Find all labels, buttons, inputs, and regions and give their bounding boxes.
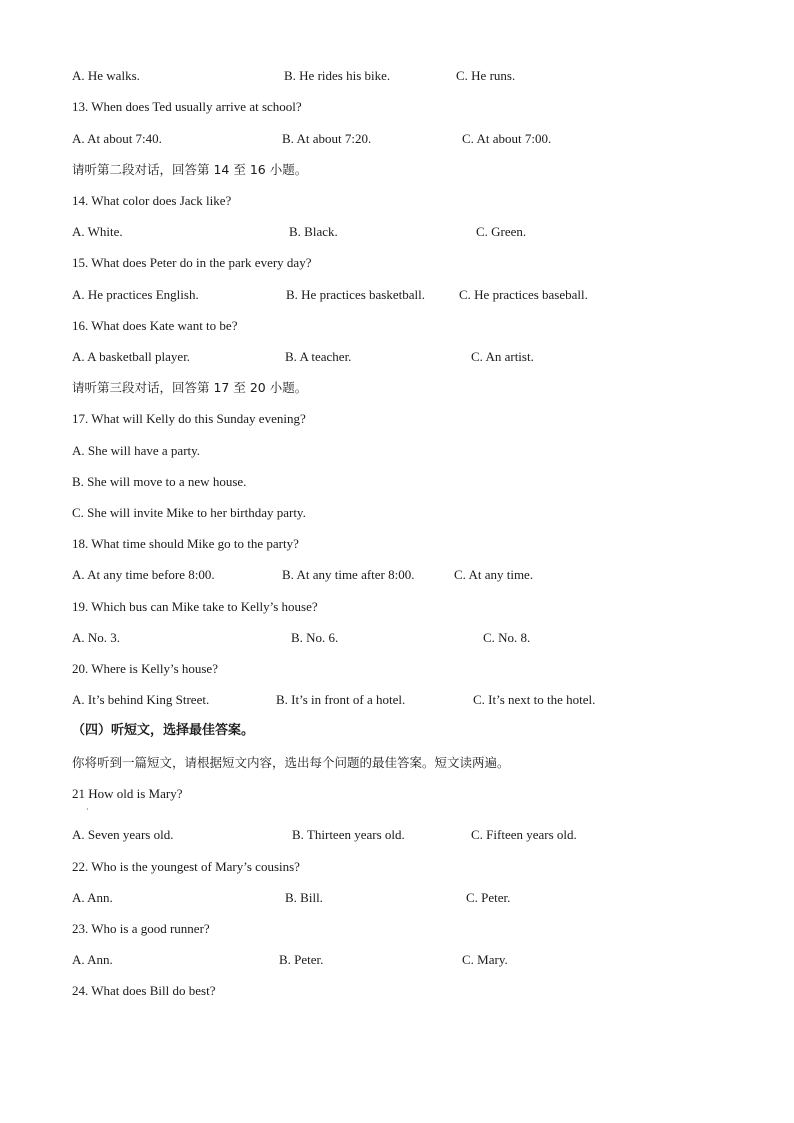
q15-option-c: C. He practices baseball. [459, 287, 588, 302]
q17-option-c: C. She will invite Mike to her birthday party. [72, 505, 306, 520]
q17-question: 17. What will Kelly do this Sunday evening? [72, 411, 306, 426]
q12-option-b: B. He rides his bike. [284, 68, 391, 83]
q19-question: 19. Which bus can Mike take to Kelly’s house? [72, 599, 318, 614]
q17-option-b: B. She will move to a new house. [72, 474, 247, 489]
q16-option-b: B. A teacher. [285, 349, 352, 364]
q19-option-c: C. No. 8. [483, 630, 531, 645]
q20-option-c: C. It’s next to the hotel. [473, 692, 596, 707]
q19-option-b: B. No. 6. [291, 630, 339, 645]
q23-option-a: A. Ann. [72, 952, 113, 967]
q20-question: 20. Where is Kelly’s house? [72, 661, 218, 676]
section-4-instruction: 你将听到一篇短文，请根据短文内容，选出每个问题的最佳答案。短文读两遍。 [72, 755, 510, 770]
q14-option-a: A. White. [72, 224, 123, 239]
q12-option-c: C. He runs. [456, 68, 516, 83]
q15-option-a: A. He practices English. [72, 287, 199, 302]
q16-question: 16. What does Kate want to be? [72, 318, 238, 333]
q20-option-b: B. It’s in front of a hotel. [276, 692, 406, 707]
q13-option-c: C. At about 7:00. [462, 131, 552, 146]
q14-option-c: C. Green. [476, 224, 527, 239]
stray-dot-mark: · [86, 805, 89, 814]
q23-option-c: C. Mary. [462, 952, 508, 967]
q23-question: 23. Who is a good runner? [72, 921, 210, 936]
instruction-dialogue-3: 请听第三段对话，回答第 17 至 20 小题。 [72, 380, 308, 395]
instruction-dialogue-2: 请听第二段对话，回答第 14 至 16 小题。 [72, 162, 308, 177]
q22-option-c: C. Peter. [466, 890, 511, 905]
q19-option-a: A. No. 3. [72, 630, 121, 645]
q18-option-a: A. At any time before 8:00. [72, 567, 215, 582]
q13-question: 13. When does Ted usually arrive at school? [72, 99, 302, 114]
q22-option-a: A. Ann. [72, 890, 113, 905]
q14-question: 14. What color does Jack like? [72, 193, 232, 208]
q18-option-c: C. At any time. [454, 567, 534, 582]
q21-option-a: A. Seven years old. [72, 827, 174, 842]
q15-question: 15. What does Peter do in the park every day? [72, 255, 312, 270]
q16-option-c: C. An artist. [471, 349, 534, 364]
q14-option-b: B. Black. [289, 224, 338, 239]
q13-option-a: A. At about 7:40. [72, 131, 162, 146]
section-4-heading: （四）听短文，选择最佳答案。 [72, 723, 255, 738]
q18-question: 18. What time should Mike go to the party? [72, 536, 299, 551]
q15-option-b: B. He practices basketball. [286, 287, 425, 302]
q18-option-b: B. At any time after 8:00. [282, 567, 415, 582]
q21-option-b: B. Thirteen years old. [292, 827, 405, 842]
q16-option-a: A. A basketball player. [72, 349, 191, 364]
q20-option-a: A. It’s behind King Street. [72, 692, 210, 707]
q12-option-a: A. He walks. [72, 68, 140, 83]
q13-option-b: B. At about 7:20. [282, 131, 372, 146]
q17-option-a: A. She will have a party. [72, 443, 201, 458]
q24-question: 24. What does Bill do best? [72, 983, 216, 998]
q21-question: 21 How old is Mary? [72, 786, 183, 801]
q21-option-c: C. Fifteen years old. [471, 827, 577, 842]
q22-question: 22. Who is the youngest of Mary’s cousins? [72, 859, 300, 874]
q23-option-b: B. Peter. [279, 952, 324, 967]
q22-option-b: B. Bill. [285, 890, 323, 905]
